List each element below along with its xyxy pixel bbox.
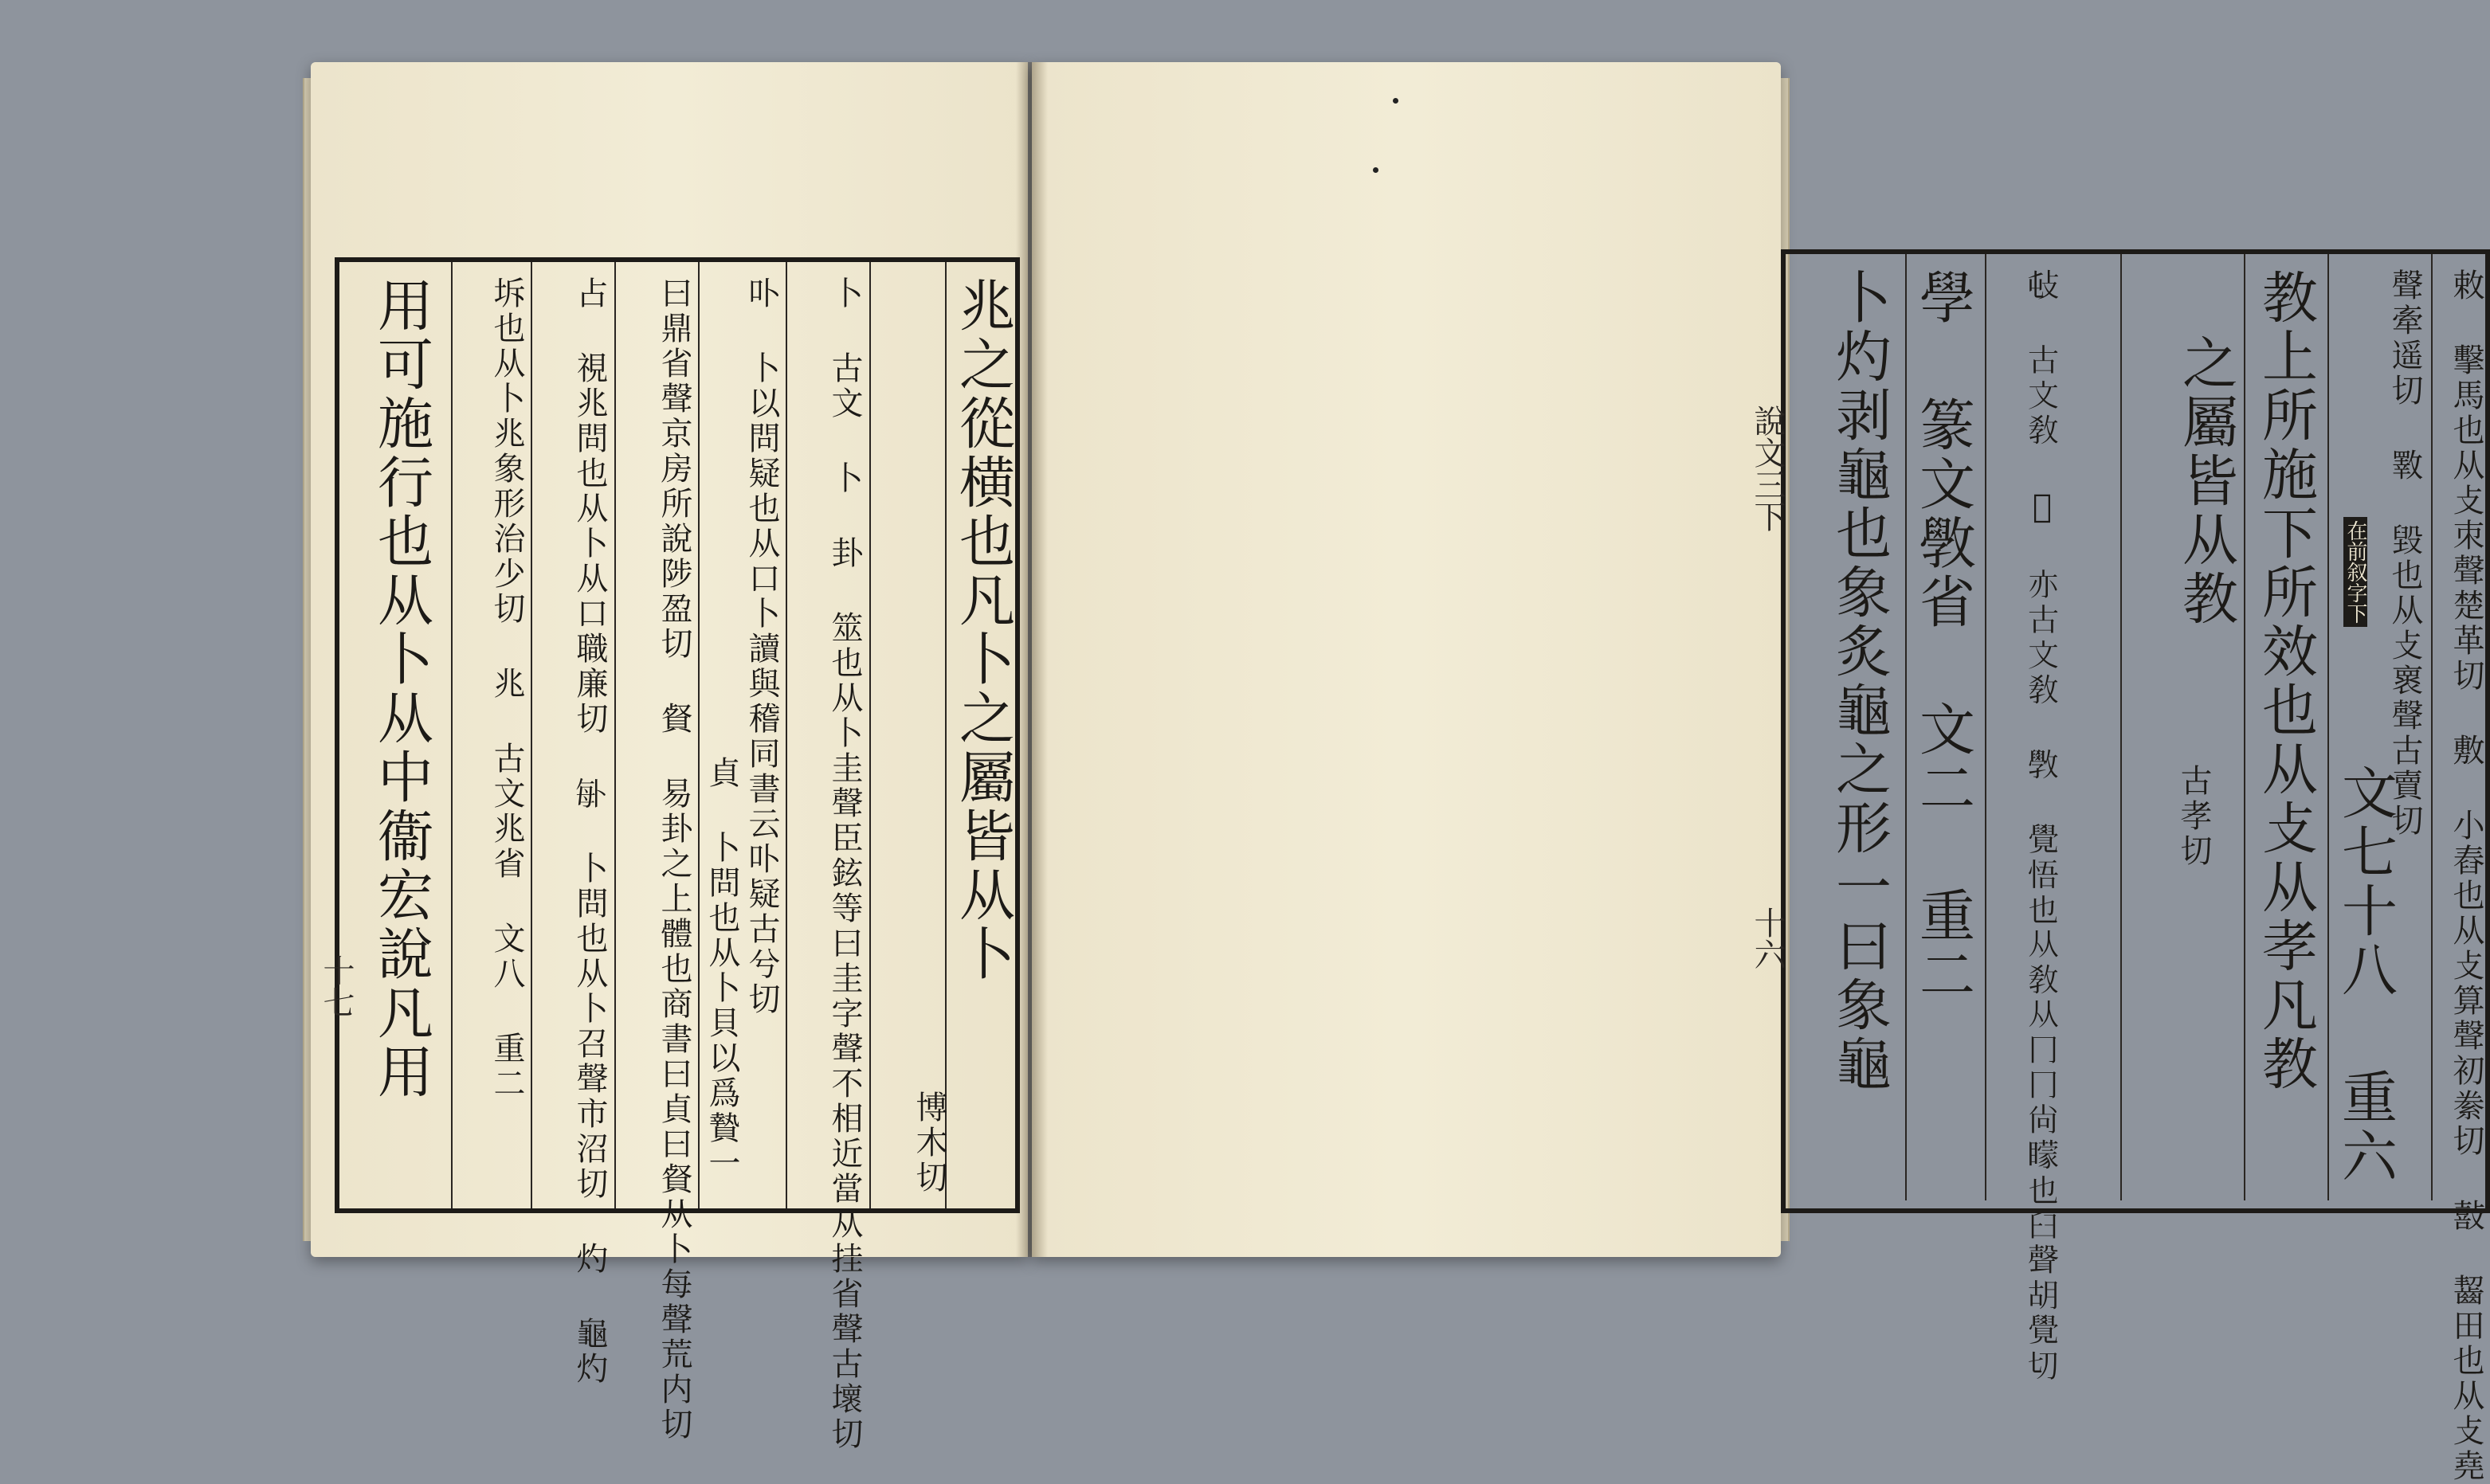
left-col-1: 兆之從横也凡卜之屬皆从卜 xyxy=(950,276,1016,984)
left-col-3: 卜 古文 卜 卦 筮也从卜圭聲臣鉉等曰圭字聲不相近當从挂省聲古壞切 xyxy=(826,276,863,1452)
left-col-8: 坼也从卜兆象形治少切 兆 古文兆省 文八 重二 xyxy=(488,276,525,1102)
right-header: 說文三下 xyxy=(1749,405,1786,532)
right-col-3: 文七十八 重六 xyxy=(2332,764,2398,1186)
open-book xyxy=(303,62,2484,1484)
left-folio: 十七 xyxy=(318,954,355,1018)
right-folio: 十六 xyxy=(1749,906,1786,970)
right-col-2: 聲牽遥切 斁 毀也从攴褱聲古賣切 xyxy=(2386,268,2423,839)
right-col-5: 之屬皆从教 xyxy=(2173,334,2239,628)
left-page xyxy=(311,62,1028,1452)
left-page-frame xyxy=(335,257,1020,1452)
left-col-6: 曰鼎省聲京房所說陟盈切 䝳 易卦之上體也商書曰貞曰䝳从卜每聲荒内切 xyxy=(656,276,692,1443)
right-page xyxy=(1032,62,2484,1484)
left-col-9: 用可施行也从卜从中衞宏說凡用 xyxy=(368,276,434,1102)
right-col-4: 教上所施下所效也从攴从孝凡教 xyxy=(2253,268,2319,1094)
right-col-8: 學 篆文斆省 文二 重二 xyxy=(1910,268,1976,1004)
left-col-5: 貞 卜問也从卜貝以爲贄一 xyxy=(704,756,740,1181)
right-col-7: 𢻴 古文教 𢽈 亦古文教 斆 覺悟也从教从冂冂尚矇也臼聲胡覺切 xyxy=(2024,268,2061,1384)
left-col-7: 占 視兆問也从卜从口職廉切 𠧩 卜問也从卜召聲市沼切 灼 龜灼 xyxy=(571,276,608,1387)
book-gutter xyxy=(1016,62,1048,1257)
right-col-6: 古孝切 xyxy=(2175,764,2212,869)
left-col-4: 卟 卜以問疑也从口卜讀與稽同書云卟疑古兮切 xyxy=(743,276,780,1017)
left-col-2: 博木切 xyxy=(911,1090,947,1196)
right-col-1: 敕 擊馬也从攴朿聲楚革切 敷 小舂也从攴算聲初絭切 敼 齧田也从攴堯 xyxy=(2448,268,2484,1484)
right-page-frame xyxy=(1781,249,2490,1484)
note-badge: 在前叙字下 xyxy=(2343,517,2367,627)
right-col-9: 卜灼剥龜也象炙龜之形一曰象龜 xyxy=(1826,268,1892,1094)
